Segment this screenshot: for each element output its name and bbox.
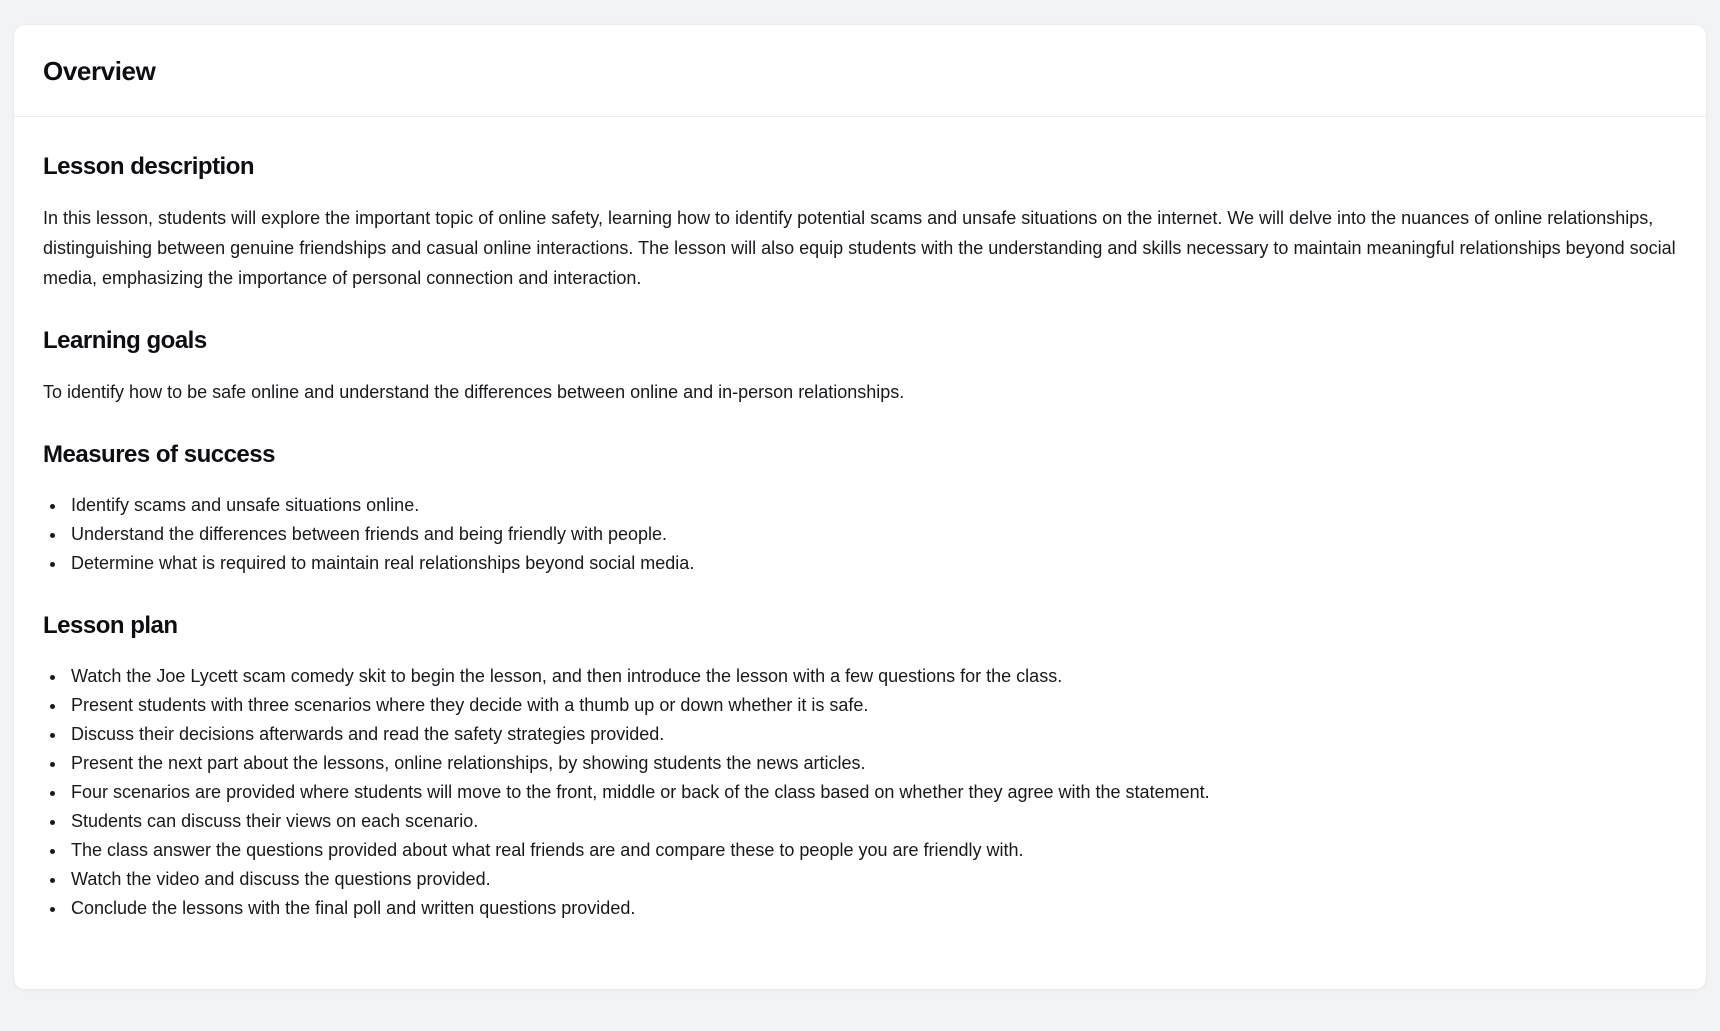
lesson-plan-list (43, 662, 1677, 923)
learning-goals-heading: Learning goals (43, 327, 207, 354)
list-item: • Understand the differences between friends and being friendly with people. (67, 520, 1677, 549)
learning-goals-text: To identify how to be safe online and understand the differences between online and in-person relationships. (43, 382, 905, 402)
card-body (14, 117, 1706, 955)
measures-of-success-list (43, 491, 1677, 578)
section-lesson-description (43, 153, 1677, 293)
list-item: • Discuss their decisions afterwards and read the safety strategies provided. (67, 720, 1677, 749)
list-item: • The class answer the questions provided about what real friends are and compare these to people you are friendly with. (67, 836, 1677, 865)
list-item: • Conclude the lessons with the final poll and written questions provided. (67, 894, 1677, 923)
lesson-description-text: In this lesson, students will explore the important topic of online safety, learning how to identify potential scams and unsafe situations on the internet. We will delve into the nuances of online relationships, distinguishing between genuine friendships and casual online interactions. The lesson will also equip students with the understanding and skills necessary to maintain meaningful relationships beyond social media, emphasizing the importance of personal connection and interaction. (43, 208, 1676, 288)
measures-of-success-heading: Measures of success (43, 441, 275, 468)
section-lesson-plan (43, 612, 1677, 923)
section-measures-of-success (43, 441, 1677, 578)
card-header (14, 25, 1706, 117)
overview-card (13, 24, 1707, 990)
list-item: • Identify scams and unsafe situations online. (67, 491, 1677, 520)
list-item: • Four scenarios are provided where students will move to the front, middle or back of the class based on whether they agree with the statement. (67, 778, 1677, 807)
list-item: • Students can discuss their views on each scenario. (67, 807, 1677, 836)
list-item: • Present the next part about the lessons, online relationships, by showing students the news articles. (67, 749, 1677, 778)
lesson-plan-heading: Lesson plan (43, 612, 178, 639)
list-item: • Determine what is required to maintain real relationships beyond social media. (67, 549, 1677, 578)
section-learning-goals (43, 327, 1677, 407)
lesson-description-heading: Lesson description (43, 153, 255, 180)
list-item: • Watch the Joe Lycett scam comedy skit to begin the lesson, and then introduce the lesson with a few questions for the class. (67, 662, 1677, 691)
list-item: • Watch the video and discuss the questions provided. (67, 865, 1677, 894)
page-title: Overview (43, 56, 156, 86)
list-item: • Present students with three scenarios where they decide with a thumb up or down whether it is safe. (67, 691, 1677, 720)
